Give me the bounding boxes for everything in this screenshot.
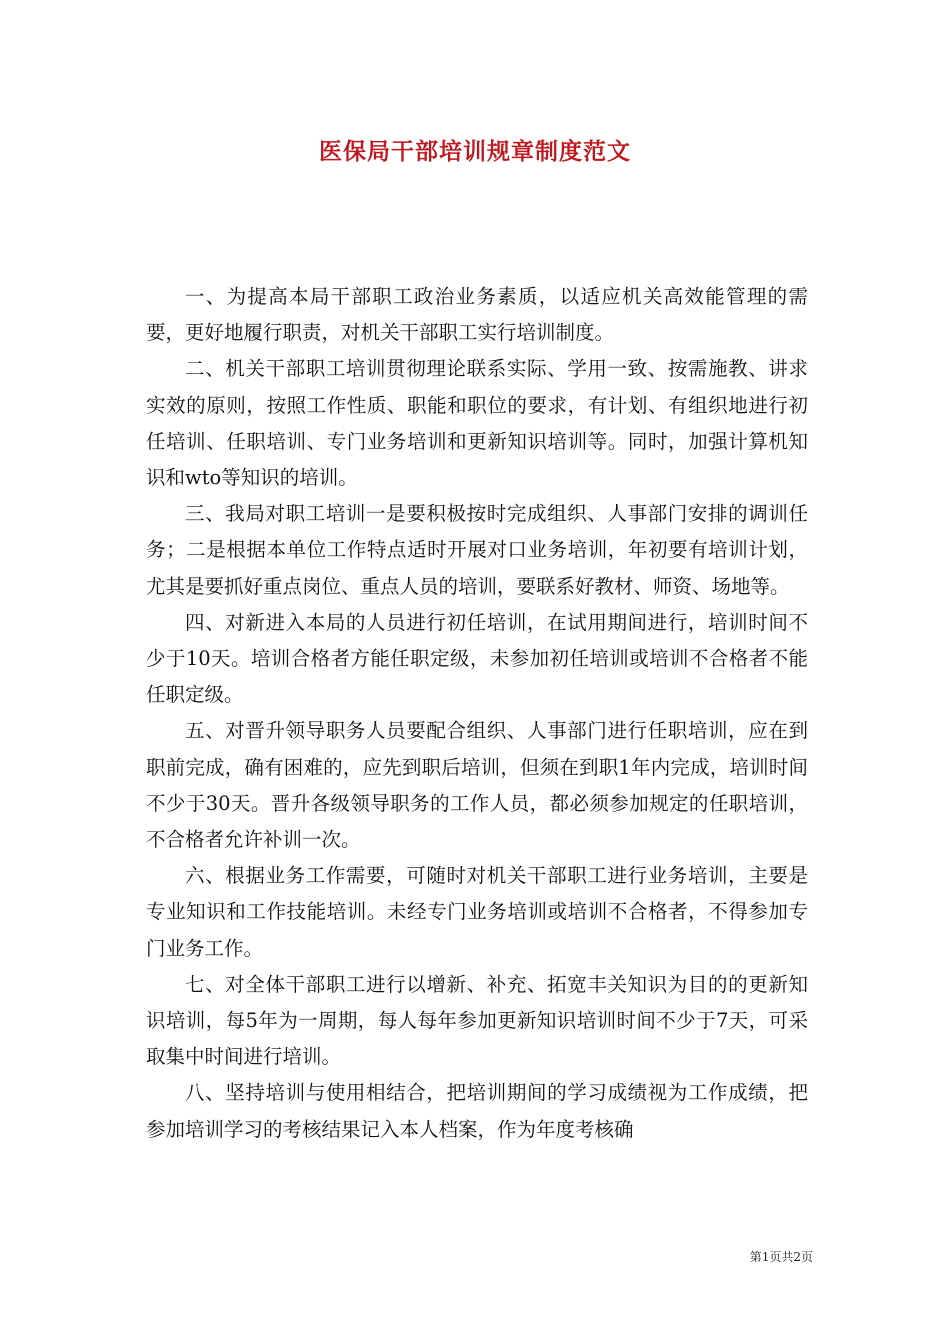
paragraph-8: 八、坚持培训与使用相结合，把培训期间的学习成绩视为工作成绩，把参加培训学习的考核结果记入本人档案，作为年度考核确 (146, 1081, 808, 1141)
paragraph-2: 二、机关干部职工培训贯彻理论联系实际、学用一致、按需施教、讲求实效的原则，按照工作性质、职能和职位的要求，有计划、有组织地进行初任培训、任职培训、专门业务培训和更新知识培训等。同时，加强计算机知识和wto等知识的培训。 (146, 357, 808, 490)
document-body (146, 279, 808, 1148)
paragraph-6: 六、根据业务工作需要，可随时对机关干部职工进行业务培训，主要是专业知识和工作技能培训。未经专门业务培训或培训不合格者，不得参加专门业务工作。 (146, 864, 808, 960)
paragraph-7: 七、对全体干部职工进行以增新、补充、拓宽丰关知识为目的的更新知识培训，每5年为一周期，每人每年参加更新知识培训时间不少于7天，可采取集中时间进行培训。 (146, 972, 808, 1069)
paragraph-3: 三、我局对职工培训一是要积极按时完成组织、人事部门安排的调训任务；二是根据本单位工作特点适时开展对口业务培训，年初要有培训计划，尤其是要抓好重点岗位、重点人员的培训，要联系好教材、师资、场地等。 (146, 502, 808, 598)
paragraph-5: 五、对晋升领导职务人员要配合组织、人事部门进行任职培训，应在到职前完成，确有困难的，应先到职后培训，但须在到职1年内完成，培训时间不少于30天。晋升各级领导职务的工作人员，都必须参加规定的任职培训，不合格者允许补训一次。 (146, 719, 808, 852)
paragraph-4: 四、对新进入本局的人员进行初任培训，在试用期间进行，培训时间不少于10天。培训合格者方能任职定级，未参加初任培训或培训不合格者不能任职定级。 (146, 610, 808, 707)
paragraph-1: 一、为提高本局干部职工政治业务素质，以适应机关高效能管理的需要，更好地履行职责，对机关干部职工实行培训制度。 (146, 285, 808, 345)
document-title: 医保局干部培训规章制度范文 (319, 138, 631, 165)
page-number: 第1页共2页 (749, 1250, 813, 1264)
